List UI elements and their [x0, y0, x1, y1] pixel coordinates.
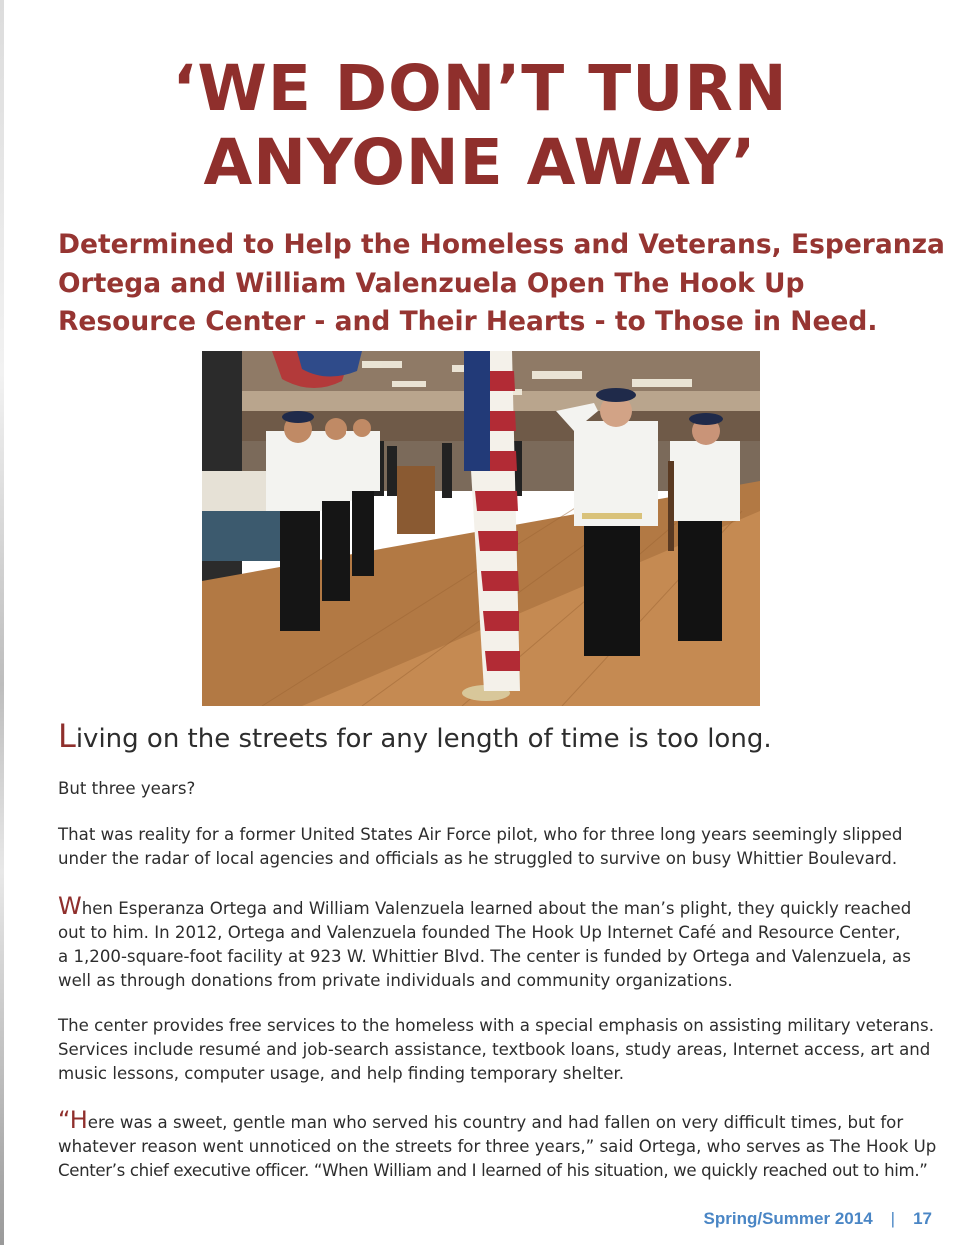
paragraph-5-line-3: Center’s chief executive officer. “When William and I learned of his situation, we quickly reached out to him.” [58, 1161, 928, 1180]
paragraph-5-dropcap: “H [58, 1106, 88, 1134]
article-lede [58, 716, 918, 759]
body-paragraph-4 [58, 1014, 934, 1086]
page-footer [704, 1209, 932, 1229]
headline-line-1: ‘WE DON’T TURN [172, 52, 788, 125]
paragraph-3-line-1-text: hen Esperanza Ortega and William Valenzuela learned about the man’s plight, they quickly reached [81, 899, 912, 918]
subhead-line-3: Resource Center - and Their Hearts - to Those in Need. [58, 306, 878, 337]
body-paragraph-3 [58, 892, 912, 993]
paragraph-3-dropcap: W [58, 892, 82, 920]
body-paragraph-5 [58, 1106, 937, 1183]
article-headline [0, 52, 960, 200]
paragraph-4-line-3: music lessons, computer usage, and help finding temporary shelter. [58, 1064, 625, 1083]
lede-text: iving on the streets for any length of time is too long. [75, 724, 772, 754]
paragraph-4-line-2: Services include resumé and job-search assistance, textbook loans, study areas, Internet access, art and [58, 1040, 931, 1059]
paragraph-3-line-4: well as through donations from private individuals and community organizations. [58, 971, 733, 990]
body-paragraph-2 [58, 823, 903, 871]
subhead-line-1: Determined to Help the Homeless and Veterans, Esperanza [58, 229, 945, 260]
footer-separator: | [890, 1209, 896, 1228]
paragraph-5-line-1 [58, 1108, 903, 1135]
footer-page-number: 17 [913, 1209, 932, 1228]
paragraph-2-line-1: That was reality for a former United States Air Force pilot, who for three long years seemingly slipped [58, 825, 903, 844]
photo-veterans-saluting-flag-icon [202, 351, 760, 706]
footer-issue: Spring/Summer 2014 [703, 1209, 873, 1228]
paragraph-3-line-3: a 1,200-square-foot facility at 923 W. Whittier Blvd. The center is funded by Ortega and Valenzuela, as [58, 947, 911, 966]
paragraph-2-line-2: under the radar of local agencies and officials as he struggled to survive on busy Whittier Boulevard. [58, 849, 898, 868]
paragraph-3-line-1 [58, 892, 912, 921]
subhead-line-2: Ortega and William Valenzuela Open The Hook Up [58, 267, 805, 299]
paragraph-3-line-2: out to him. In 2012, Ortega and Valenzuela founded The Hook Up Internet Café and Resource Center, [58, 923, 901, 942]
paragraph-5-line-2: whatever reason went unnoticed on the streets for three years,” said Ortega, who serves as The Hook Up [58, 1137, 937, 1156]
paragraph-1-line-1: But three years? [58, 779, 196, 798]
paragraph-4-line-1: The center provides free services to the homeless with a special emphasis on assisting military veterans. [58, 1016, 934, 1035]
paragraph-5-line-1-text: ere was a sweet, gentle man who served his country and had fallen on very difficult times, but for [87, 1113, 904, 1132]
article-photo [202, 351, 760, 706]
body-paragraph-1 [58, 777, 903, 801]
article-subheadline [58, 226, 945, 342]
headline-line-2: ANYONE AWAY’ [203, 126, 757, 199]
lede-dropcap: L [58, 717, 76, 755]
